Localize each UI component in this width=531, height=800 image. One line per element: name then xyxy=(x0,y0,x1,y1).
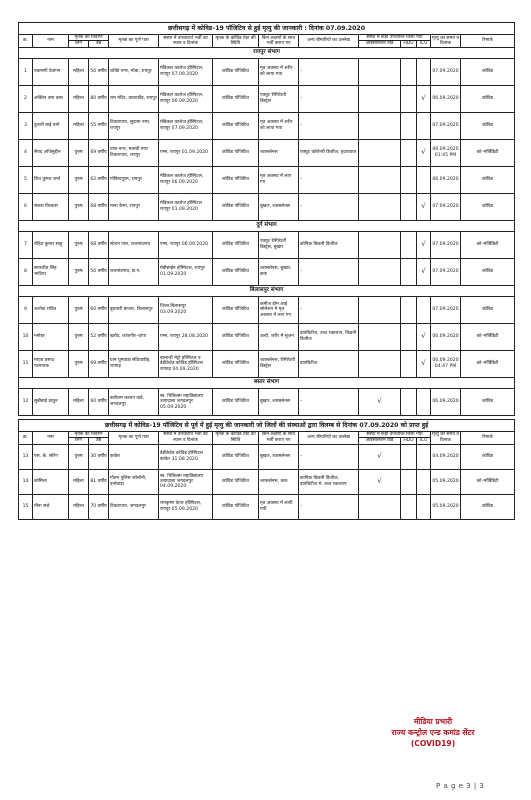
cell-gender: पुरुष xyxy=(69,323,89,350)
cell-diseases: – xyxy=(299,112,359,139)
cell-remarks: कोविड xyxy=(461,494,515,519)
late-header-ward-group: संस्था में कहां उपचारित किया गया xyxy=(359,431,431,437)
cell-remarks: कोविड xyxy=(461,388,515,415)
cell-age: 69 वर्षीय xyxy=(89,350,109,377)
cell-diseases: – xyxy=(299,85,359,112)
header-ward-group: संस्था में कहां उपचारित किया गया xyxy=(359,35,431,41)
cell-diseases: – xyxy=(299,296,359,323)
cell-isolation: √ xyxy=(359,469,401,494)
section-row xyxy=(19,377,515,388)
table-row xyxy=(19,85,515,112)
cell-sno: 7 xyxy=(19,231,33,258)
cell-hdu xyxy=(401,58,417,85)
cell-institution: बालाजी मेट्रो हॉस्पिटल व डेडीकेटेड कोविड हॉस्पिटल रायगढ़ 04.09.2020 xyxy=(159,350,213,377)
cell-age: 55 वर्षीय xyxy=(89,112,109,139)
cell-condition: श्वासलेनस xyxy=(259,139,299,166)
cell-remarks: को–मॉर्बिडिटी xyxy=(461,139,515,166)
cell-gender: पुरुष xyxy=(69,444,89,469)
late-header-deceased-detail: मृतक का विवरण xyxy=(69,431,109,437)
table-row xyxy=(19,112,515,139)
cell-diseases: – xyxy=(299,258,359,285)
cell-sno: 2 xyxy=(19,85,33,112)
cell-name: रुकमणी देवांगन xyxy=(33,58,69,85)
cell-diseases: – xyxy=(299,494,359,519)
cell-isolation xyxy=(359,323,401,350)
cell-icu xyxy=(417,58,431,85)
cell-sno: 8 xyxy=(19,258,33,285)
cell-icu: √ xyxy=(417,350,431,377)
cell-age: 52 वर्षीय xyxy=(89,323,109,350)
cell-condition: मृत अवस्था में शरीर को लाया गया xyxy=(259,112,299,139)
late-header-hdu: HDU xyxy=(401,438,417,444)
cell-remarks: कोविड xyxy=(461,85,515,112)
cell-address: बुधवारी बाजार, बिलासपुर xyxy=(109,296,159,323)
cell-sno: 4 xyxy=(19,139,33,166)
late-header-institution: संस्था में उपचारार्थ भर्ती का स्थान व दिनांक xyxy=(159,431,213,444)
cell-age: 30 वर्षीय xyxy=(89,444,109,469)
late-header-icu: ICU xyxy=(417,438,431,444)
cell-icu xyxy=(417,469,431,494)
table-row xyxy=(19,494,515,519)
report-sheet xyxy=(18,22,514,520)
section-row xyxy=(19,47,515,58)
cell-remarks: कोविड xyxy=(461,166,515,193)
cell-name: दुलारी बाई वर्मा xyxy=(33,112,69,139)
cell-death-time: 06.09.2020 04:47 PM xyxy=(431,350,461,377)
table-row xyxy=(19,323,515,350)
cell-institution: मेडीसाईन हॉस्पिटल, रायपुर 01.09.2020 xyxy=(159,258,213,285)
cell-gender: पुरुष xyxy=(69,296,89,323)
cell-sno: 6 xyxy=(19,193,33,220)
header-remarks: रिमार्क xyxy=(461,35,515,48)
section-title: बस्तर संभाग xyxy=(19,377,515,388)
cell-institution: एम्स, रायपुर 28.08.2020 xyxy=(159,323,213,350)
cell-isolation xyxy=(359,296,401,323)
cell-sno: 5 xyxy=(19,166,33,193)
cell-hdu xyxy=(401,112,417,139)
cell-diseases: डायबिटीज xyxy=(299,350,359,377)
table-row xyxy=(19,58,515,85)
report-title: छत्तीसगढ़ में कोविड–19 पॉजिटिव से हुई मृत्यु की जानकारी : दिनांक 07.09.2020 xyxy=(19,23,515,35)
late-report-title: छत्तीसगढ़ में कोविड–19 पॉजिटिव से पूर्व में हुई मृत्यु की जानकारी जो जिलों की संस्थाओं द्वारा विलम्ब से दिनांक 07.09.2020 को प्राप्त हुई xyxy=(19,419,515,431)
cell-name: माधव प्रसाद पटनायक xyxy=(33,350,69,377)
cell-diseases: – xyxy=(299,444,359,469)
late-header-death-time: मृत्यु का समय व दिनांक xyxy=(432,432,459,443)
cell-diseases: क्रोनिक किडनी डिजीज xyxy=(299,231,359,258)
cell-name: सुन्नीबाई ठाकुर xyxy=(33,388,69,415)
cell-address: शक्ति नगर, मोवा, रायपुर xyxy=(109,58,159,85)
cell-hdu xyxy=(401,469,417,494)
cell-death-time: 07.09.2020 xyxy=(431,112,461,139)
cell-diseases: डायबिटीज, उच्च रक्तचाप, किडनी डिजीज xyxy=(299,323,359,350)
table-row xyxy=(19,231,515,258)
cell-remarks: कोविड xyxy=(461,112,515,139)
cell-institution: मेडिकल कालेज हॉस्पिटल, रायपुर 06.09.2020 xyxy=(159,166,213,193)
cell-death-time: 07.09.2020 xyxy=(431,231,461,258)
cell-hdu xyxy=(401,166,417,193)
table-row xyxy=(19,258,515,285)
cell-isolation: √ xyxy=(359,444,401,469)
cell-isolation xyxy=(359,58,401,85)
cell-name: संकरा विश्वास xyxy=(33,193,69,220)
header-condition: किन लक्षणों के साथ भर्ती कराए गए xyxy=(259,35,299,48)
cell-icu: √ xyxy=(417,231,431,258)
header-name: नाम xyxy=(33,35,69,48)
cell-diseases: क्रानिक किडनी डिजीज, डायबिटीज मे. उच्च रक्तचाप xyxy=(299,469,359,494)
cell-address: स्टेशन पारा, राजनांदगांव xyxy=(109,231,159,258)
late-header-remarks: रिमार्क xyxy=(461,431,515,444)
cell-gender: पुरुष xyxy=(69,258,89,285)
header-sno: क्र. xyxy=(19,35,33,48)
cell-hdu xyxy=(401,139,417,166)
cell-covid-test: कोविड पॉजिटिव xyxy=(213,139,259,166)
header-address: मृतक का पूर्ण पता xyxy=(109,35,159,48)
cell-sno: 12 xyxy=(19,388,33,415)
cell-sno: 1 xyxy=(19,58,33,85)
cell-death-time: 04.09.2020 xyxy=(431,444,461,469)
page-number: P a g e 3 | 3 xyxy=(436,782,485,790)
cell-hdu xyxy=(401,350,417,377)
cell-hdu xyxy=(401,323,417,350)
cell-name: शिव कुमार शर्मा xyxy=(33,166,69,193)
cell-institution: जिला बिलासपुर 03.09.2020 xyxy=(159,296,213,323)
section-row xyxy=(19,220,515,231)
cell-name: सत्यजीत सिंह भाटिया xyxy=(33,258,69,285)
cell-condition: मृत अवस्था में शरीर को लाया गया xyxy=(259,58,299,85)
cell-covid-test: कोविड पॉजिटिव xyxy=(213,469,259,494)
cell-address: टिकरापारा, सुदामा नगर, रायपुर xyxy=(109,112,159,139)
table-row xyxy=(19,350,515,377)
late-header-age: उम्र xyxy=(89,438,109,444)
cell-death-time: 06.09.2020 xyxy=(431,388,461,415)
cell-death-time: 07.09.2020 xyxy=(431,193,461,220)
table-row xyxy=(19,166,515,193)
cell-covid-test: कोविड पॉजिटिव xyxy=(213,388,259,415)
cell-address: राजनांदगांव, छ.ग. xyxy=(109,258,159,285)
late-header-diseases: अन्य बीमारियों का उल्लेख xyxy=(299,431,359,444)
cell-covid-test: कोविड पॉजिटिव xyxy=(213,166,259,193)
cell-sno: 14 xyxy=(19,469,33,494)
table-row xyxy=(19,469,515,494)
cell-death-time: 05.09.2020 xyxy=(431,469,461,494)
cell-condition: बुखार, श्वासलेनस xyxy=(259,193,299,220)
cell-covid-test: कोविड पॉजिटिव xyxy=(213,444,259,469)
cell-age: 70 वर्षीय xyxy=(89,494,109,519)
cell-death-time: 06.09.2020 xyxy=(431,85,461,112)
cell-icu xyxy=(417,494,431,519)
cell-address: ग्राम घुमावंडा सेठियाडीह, रायगढ़ xyxy=(109,350,159,377)
cell-remarks: को–मॉर्बिडिटी xyxy=(461,323,515,350)
cell-institution: स्व. चिकित्सा महाविद्यालय उत्पादाला जगदलपुर 04.09.2020 xyxy=(159,469,213,494)
cell-covid-test: कोविड पॉजिटिव xyxy=(213,323,259,350)
cell-hdu xyxy=(401,494,417,519)
section-row xyxy=(19,285,515,296)
cell-condition: उल्टी, शरीर में सूजन xyxy=(259,323,299,350)
cell-remarks: कोविड xyxy=(461,444,515,469)
cell-icu xyxy=(417,112,431,139)
cell-isolation xyxy=(359,494,401,519)
cell-covid-test: कोविड पॉजिटिव xyxy=(213,258,259,285)
cell-institution: रामकृष्ण केयर हॉस्पिटल, रायपुर 05.09.2020 xyxy=(159,494,213,519)
cell-gender: पुरुष xyxy=(69,193,89,220)
cell-name: अशोक रावित xyxy=(33,296,69,323)
cell-condition: एक्यूट रेस्पिरेटरी डिस्ट्रेस xyxy=(259,85,299,112)
cell-gender: महिला xyxy=(69,494,89,519)
cell-condition: बुखार, श्वासलेनस xyxy=(259,444,299,469)
cell-diseases: – xyxy=(299,193,359,220)
table-row xyxy=(19,139,515,166)
cell-condition: एक्यूट रेस्पिरेटरी डिस्ट्रेस, बुखार xyxy=(259,231,299,258)
cell-death-time: 06.09.2020 xyxy=(431,323,461,350)
header-gender: लिंग xyxy=(69,41,89,47)
cell-isolation xyxy=(359,231,401,258)
cell-gender: पुरुष xyxy=(69,231,89,258)
late-header-covid-test: मृतक के कोविड टेस्ट की स्थिति xyxy=(213,431,259,444)
cell-sno: 15 xyxy=(19,494,33,519)
cell-age: 80 वर्षीय xyxy=(89,85,109,112)
cell-address: बलीराम कश्यप वार्ड, जगदलपुर xyxy=(109,388,159,415)
cell-name: अक्तिन उमा वत्स xyxy=(33,85,69,112)
cell-death-time: 05.09.2020 xyxy=(431,494,461,519)
cell-name: रोहित कुमार साहू xyxy=(33,231,69,258)
late-report-table xyxy=(18,419,515,520)
cell-age: 69 वर्षीय xyxy=(89,139,109,166)
footer-line-covid: (COVID19) xyxy=(410,739,456,748)
cell-sno: 10 xyxy=(19,323,33,350)
cell-address: राम मंदिर, काशाडीह, रायपुर xyxy=(109,85,159,112)
cell-remarks: कोविड xyxy=(461,296,515,323)
cell-isolation xyxy=(359,85,401,112)
cell-condition: बुखार, श्वासलेनस xyxy=(259,388,299,415)
cell-hdu xyxy=(401,296,417,323)
late-header-sno: क्र. xyxy=(19,431,33,444)
late-table-body xyxy=(19,444,515,519)
cell-hdu xyxy=(401,258,417,285)
cell-icu: √ xyxy=(417,139,431,166)
section-title: रायपुर संभाग xyxy=(19,47,515,58)
cell-covid-test: कोविड पॉजिटिव xyxy=(213,350,259,377)
cell-name: एस. के. सोरेंग xyxy=(33,444,69,469)
cell-hdu xyxy=(401,231,417,258)
header-icu: ICU xyxy=(417,41,431,47)
cell-icu xyxy=(417,166,431,193)
cell-death-time: 07.09.2020 xyxy=(431,258,461,285)
cell-institution: मेडिकल कालेज हॉस्पिटल, रायपुर 07.09.2020 xyxy=(159,112,213,139)
cell-death-time: 07.09.2020 xyxy=(431,296,461,323)
cell-icu xyxy=(417,388,431,415)
cell-age: 60 वर्षीय xyxy=(89,296,109,323)
cell-gender: महिला xyxy=(69,388,89,415)
cell-condition: मृत अवस्था में लाए गए xyxy=(259,166,299,193)
cell-icu xyxy=(417,296,431,323)
late-header-isolation: आईसोलेशन वार्ड xyxy=(359,438,401,444)
footer-line-center: राज्य कन्ट्रोल एन्ड कमांड सेंटर xyxy=(391,728,475,737)
header-hdu: HDU xyxy=(401,41,417,47)
cell-hdu xyxy=(401,85,417,112)
cell-covid-test: कोविड पॉजिटिव xyxy=(213,58,259,85)
cell-remarks: कोविड xyxy=(461,58,515,85)
cell-covid-test: कोविड पॉजिटिव xyxy=(213,112,259,139)
cell-diseases: – xyxy=(299,388,359,415)
header-isolation: आईसोलेशन वार्ड xyxy=(359,41,401,47)
cell-gender: पुरुष xyxy=(69,139,89,166)
cell-condition: श्वासलेनस, कफ xyxy=(259,469,299,494)
cell-covid-test: कोविड पॉजिटिव xyxy=(213,494,259,519)
cell-covid-test: कोविड पॉजिटिव xyxy=(213,296,259,323)
cell-gender: महिला xyxy=(69,58,89,85)
cell-gender: महिला xyxy=(69,469,89,494)
cell-remarks: को–मॉर्बिडिटी xyxy=(461,350,515,377)
cell-icu: √ xyxy=(417,193,431,220)
cell-condition: कमीज होम आई सोलेशन में मृत अवस्था में लाए गए xyxy=(259,296,299,323)
cell-condition: मृत अवस्था में लायी गयी xyxy=(259,494,299,519)
cell-gender: पुरुष xyxy=(69,166,89,193)
cell-hdu xyxy=(401,444,417,469)
table-row xyxy=(19,388,515,415)
cell-address: गौतम पुलिस कॉलोनी, दन्तेवाड़ा xyxy=(109,469,159,494)
cell-name: मनोहर xyxy=(33,323,69,350)
header-age: उम्र xyxy=(89,41,109,47)
cell-name: कोमिला xyxy=(33,469,69,494)
cell-name: मीना सत्ते xyxy=(33,494,69,519)
cell-age: 56 वर्षीय xyxy=(89,258,109,285)
cell-icu: √ xyxy=(417,85,431,112)
cell-remarks: को–मॉर्बिडिटी xyxy=(461,469,515,494)
table-row xyxy=(19,193,515,220)
cell-institution: एम्स, रायपुर 06.09.2020 xyxy=(159,231,213,258)
cell-institution: मेडिकल कालेज हॉस्पिटल, रायपुर 06.09.2020 xyxy=(159,85,213,112)
header-diseases: अन्य बीमारियों का उल्लेख xyxy=(299,35,359,48)
cell-diseases: एक्यूट कोरोनरी डिजीज, हृदयाघात xyxy=(299,139,359,166)
cell-icu: √ xyxy=(417,323,431,350)
cell-institution: मेडिकल कालेज हॉस्पिटल, रायपुर 07.09.2020 xyxy=(159,58,213,85)
cell-gender: महिला xyxy=(69,85,89,112)
death-report-table xyxy=(18,22,515,416)
cell-sno: 11 xyxy=(19,350,33,377)
late-header-address: मृतक का पूर्ण पता xyxy=(109,431,159,444)
cell-remarks: कोविड xyxy=(461,258,515,285)
cell-institution: डेडीकेटेड कोविड हॉस्पिटल कांकेर 31.08.2020 xyxy=(159,444,213,469)
cell-age: 68 वर्षीय xyxy=(89,193,109,220)
cell-isolation xyxy=(359,350,401,377)
cell-sno: 13 xyxy=(19,444,33,469)
cell-name: सैयद अजिमुद्दीन xyxy=(33,139,69,166)
cell-gender: पुरुष xyxy=(69,350,89,377)
section-title: बिलासपुर संभाग xyxy=(19,285,515,296)
cell-gender: महिला xyxy=(69,112,89,139)
cell-age: 60 वर्षीय xyxy=(89,388,109,415)
table-row xyxy=(19,296,515,323)
cell-isolation xyxy=(359,193,401,220)
cell-diseases: – xyxy=(299,58,359,85)
cell-icu xyxy=(417,444,431,469)
cell-age: 62 वर्षीय xyxy=(89,166,109,193)
cell-death-time: 07.09.2020 xyxy=(431,58,461,85)
cell-age: 56 वर्षीय xyxy=(89,58,109,85)
cell-covid-test: कोविड पॉजिटिव xyxy=(213,231,259,258)
cell-institution: मेडिकल कालेज हॉस्पिटल रायपुर 01.09.2020 xyxy=(159,193,213,220)
cell-institution: स्व. चिकित्सा महाविद्यालय उत्पादाला जगदलपुर 05.09.2020 xyxy=(159,388,213,415)
cell-age: 81 वर्षीय xyxy=(89,469,109,494)
header-institution: संस्था में उपचारार्थ भर्ती का स्थान व दिनांक xyxy=(159,35,213,48)
cell-isolation xyxy=(359,139,401,166)
cell-isolation xyxy=(359,258,401,285)
cell-remarks: को–मॉर्बिडिटी xyxy=(461,231,515,258)
cell-isolation xyxy=(359,112,401,139)
cell-sno: 3 xyxy=(19,112,33,139)
cell-condition: श्वासलेनस, बुखार, कफ xyxy=(259,258,299,285)
header-death-time: मृत्यु का समय व दिनांक xyxy=(432,35,459,46)
cell-address: माना कैम्प, रायपुर xyxy=(109,193,159,220)
cell-covid-test: कोविड पॉजिटिव xyxy=(213,85,259,112)
cell-address: ताज नगर, मालवी नगर टिकरापारा, रायपुर xyxy=(109,139,159,166)
cell-icu: √ xyxy=(417,258,431,285)
footer-signature xyxy=(358,716,508,749)
late-header-name: नाम xyxy=(33,431,69,444)
cell-condition: श्वासलेनस, रेस्पिरेटरी डिस्ट्रेस xyxy=(259,350,299,377)
cell-address: खरौद, जांजगीर–चांपा xyxy=(109,323,159,350)
cell-hdu xyxy=(401,193,417,220)
section-title: दुर्ग संभाग xyxy=(19,220,515,231)
main-table-body xyxy=(19,47,515,415)
cell-age: 68 वर्षीय xyxy=(89,231,109,258)
cell-sno: 9 xyxy=(19,296,33,323)
cell-address: कांकेर xyxy=(109,444,159,469)
header-deceased-detail: मृतक का विवरण xyxy=(69,35,109,41)
header-covid-test: मृतक के कोविड टेस्ट की स्थिति xyxy=(213,35,259,48)
late-header-condition: किन लक्षणों के साथ भर्ती कराए गए xyxy=(259,431,299,444)
cell-death-time: 06.09.2020 xyxy=(431,166,461,193)
cell-isolation xyxy=(359,166,401,193)
cell-address: गोबिन्दपुरम, रायपुर xyxy=(109,166,159,193)
cell-address: टिकरापारा, जगदलपुर xyxy=(109,494,159,519)
cell-remarks: कोविड xyxy=(461,193,515,220)
late-header-gender: लिंग xyxy=(69,438,89,444)
table-row xyxy=(19,444,515,469)
cell-isolation: √ xyxy=(359,388,401,415)
cell-hdu xyxy=(401,388,417,415)
footer-line-media: मीडिया प्रभारी xyxy=(413,717,453,726)
cell-institution: एम्स, रायपुर 01.09.2020 xyxy=(159,139,213,166)
cell-diseases: – xyxy=(299,166,359,193)
cell-covid-test: कोविड पॉजिटिव xyxy=(213,193,259,220)
cell-death-time: 06.09.2020 01:45 PM xyxy=(431,139,461,166)
